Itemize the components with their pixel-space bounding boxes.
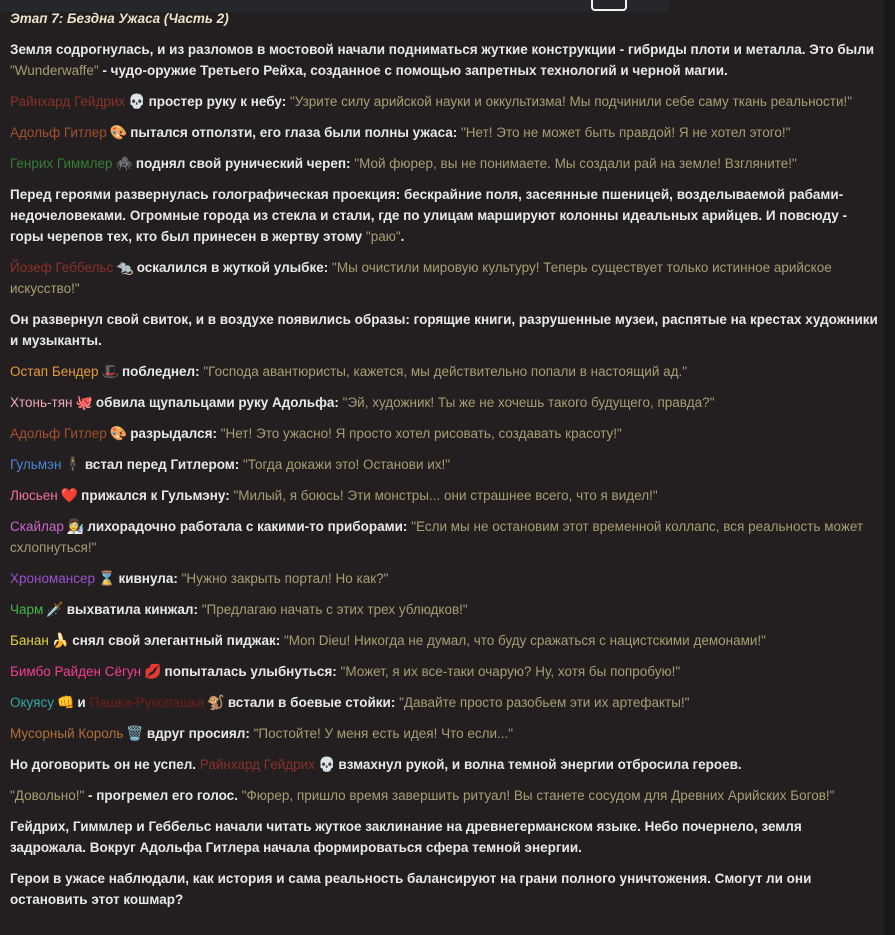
narration-text: вдруг просиял: (146, 726, 254, 741)
quote-text: "Если мы не остановим этот временной коллапс, вся реальность может схлопнуться!" (10, 519, 864, 555)
narration-text: - прогремел его голос. (84, 788, 242, 803)
hourglass-emoji: ⌛ (98, 570, 116, 586)
narration-text: прижался к Гульмэну: (81, 488, 234, 503)
character-name: Чарм (10, 602, 44, 617)
story-paragraph (10, 361, 878, 382)
man-in-suit-emoji: 🕴️ (64, 456, 82, 472)
story-paragraph (10, 392, 878, 413)
quote-text: "Нужно закрыть портал! Но как?" (181, 571, 389, 586)
narration-text: Герои в ужасе наблюдали, как история и сама реальность балансируют на грани полного уничтожения. Смогут ли они остановить этот кошмар? (10, 871, 812, 907)
character-name: Райнхард Гейдрих (10, 94, 126, 109)
quote-text: "Мой фюрер, вы не понимаете. Мы создали рай на земле! Взгляните!" (354, 156, 797, 171)
story-paragraph (10, 309, 878, 351)
fist-emoji: 👊 (56, 694, 75, 710)
character-name: Йозеф Геббельс (10, 260, 114, 275)
stage-title: Этап 7: Бездна Ужаса (Часть 2) (10, 11, 229, 26)
top-hat-emoji: 🎩 (101, 363, 120, 379)
quote-text: "Постойте! У меня есть идея! Что если..." (253, 726, 514, 741)
narration-text: пытался отползти, его глаза были полны ужаса: (130, 125, 461, 140)
skull-emoji: 💀 (128, 93, 146, 109)
skull-emoji: 💀 (317, 756, 336, 772)
narration-text: встал перед Гитлером: (84, 457, 244, 472)
quote-text: "Mon Dieu! Никогда не думал, что буду сражаться с нацистскими демонами!" (283, 633, 766, 648)
story-paragraph (10, 785, 878, 806)
monkey-emoji: 🐒 (207, 694, 225, 710)
story-paragraph (10, 184, 878, 247)
story-paragraph (10, 630, 878, 651)
story-paragraph (10, 257, 878, 299)
rat-emoji: 🐀 (116, 259, 134, 275)
scrollbar-track[interactable] (884, 0, 895, 935)
quote-text: "Нет! Это ужасно! Я просто хотел рисовать, создавать красоту!" (220, 426, 622, 441)
quote-text: "Может, я их все-таки очарую? Ну, хотя бы попробую!" (340, 664, 681, 679)
quote-text: "Милый, я боюсь! Эти монстры... они страшнее всего, что я видел!" (233, 488, 658, 503)
palette-emoji: 🎨 (109, 124, 128, 140)
narration-text: лихорадочно работала с какими-то приборами: (87, 519, 412, 534)
story-paragraph (10, 754, 878, 775)
narration-text: . (400, 229, 405, 244)
quote-text: "Тогда докажи это! Останови их!" (243, 457, 451, 472)
character-name: Остап Бендер (10, 364, 99, 379)
quote-text: "Предлагаю начать с этих трех ублюдков!" (201, 602, 468, 617)
story-paragraph (10, 816, 878, 858)
narration-text: разрыдался: (130, 426, 221, 441)
story-paragraph (10, 122, 878, 143)
spider-emoji: 🕷️ (115, 155, 133, 171)
character-name: Гульмэн (10, 457, 62, 472)
character-name: Райнхард Гейдрих (199, 757, 315, 772)
story-paragraph (10, 153, 878, 174)
quote-text: "Нет! Это не может быть правдой! Я не хотел этого!" (461, 125, 791, 140)
story-paragraph (10, 868, 878, 910)
palette-emoji: 🎨 (109, 425, 128, 441)
character-name: Адольф Гитлер (10, 125, 107, 140)
character-name: Генрих Гиммлер (10, 156, 113, 171)
story-paragraph (10, 661, 878, 682)
narration-text: Гейдрих, Гиммлер и Геббельс начали читать жуткое заклинание на древнегерманском языке. Небо почернело, земля задрожала. Вокруг Адольфа Гитлера начала формироваться сфера темной энергии. (10, 819, 802, 855)
story-paragraph (10, 516, 878, 558)
narration-text: снял свой элегантный пиджак: (72, 633, 284, 648)
character-name: Люсьен (10, 488, 58, 503)
character-name: Бимбо Райден Сёгун (10, 664, 142, 679)
quote-text: "Довольно!" (10, 788, 85, 803)
story-paragraph (10, 423, 878, 444)
kiss-lips-emoji: 💋 (144, 663, 162, 679)
dagger-emoji: 🗡️ (46, 601, 64, 617)
narration-text: попыталась улыбнуться: (164, 664, 341, 679)
narration-text: поднял свой рунический череп: (135, 156, 355, 171)
woman-scientist-emoji: 👩‍🔬 (66, 518, 85, 534)
wastebasket-emoji: 🗑️ (126, 725, 144, 741)
quote-text: "Мы очистили мировую культуру! Теперь существует только истинное арийское искусство!" (10, 260, 832, 296)
narration-text: взмахнул рукой, и волна темной энергии отбросила героев. (338, 757, 742, 772)
narration-text: кивнула: (118, 571, 182, 586)
story-paragraph (10, 91, 878, 112)
character-name: Окуясу (10, 695, 54, 710)
story-paragraph (10, 723, 878, 744)
quote-text: "Фюрер, пришло время завершить ритуал! Вы станете сосудом для Древних Арийских Богов!" (241, 788, 835, 803)
narration-text: побледнел: (122, 364, 204, 379)
story-paragraph (10, 599, 878, 620)
quote-text: "Давайте просто разобьем эти их артефакты!" (399, 695, 690, 710)
quote-text: "Эй, художник! Ты же не хочешь такого будущего, правда?" (342, 395, 715, 410)
story-paragraph (10, 454, 878, 475)
octopus-emoji: 🐙 (75, 394, 93, 410)
character-name: Пашка-Рукопашка (89, 695, 205, 710)
story-paragraph (10, 39, 878, 81)
narration-text: Земля содрогнулась, и из разломов в мостовой начали подниматься жуткие конструкции - гибриды плоти и металла. Это были (10, 42, 875, 57)
character-name: Адольф Гитлер (10, 426, 107, 441)
character-name: Хрономансер (10, 571, 95, 586)
quote-text: "раю" (365, 229, 401, 244)
quote-text: "Wunderwaffe" (10, 63, 99, 78)
quote-text: "Узрите силу арийской науки и оккультизма! Мы подчинили себе саму ткань реальности!" (290, 94, 853, 109)
narration-text: - чудо-оружие Третьего Рейха, созданное с помощью запретных технологий и черной магии. (98, 63, 728, 78)
banana-emoji: 🍌 (51, 632, 70, 648)
narration-text: оскалился в жуткой улыбке: (136, 260, 333, 275)
quote-text: "Господа авантюристы, кажется, мы действительно попали в настоящий ад." (203, 364, 688, 379)
narration-text: встали в боевые стойки: (227, 695, 400, 710)
story-paragraph (10, 568, 878, 589)
narration-text: обвила щупальцами руку Адольфа: (95, 395, 343, 410)
narration-text: простер руку к небу: (148, 94, 290, 109)
story-paragraph (10, 485, 878, 506)
chat-message (10, 4, 878, 920)
narration-text: выхватила кинжал: (66, 602, 202, 617)
character-name: Хтонь-тян (10, 395, 73, 410)
narration-text: Он развернул свой свиток, и в воздухе появились образы: горящие книги, разрушенные музеи, распятые на крестах художники и музыканты. (10, 312, 878, 348)
narration-text: и (77, 695, 90, 710)
story-paragraphs (10, 39, 878, 910)
heart-emoji: ❤️ (60, 487, 79, 503)
character-name: Скайлар (10, 519, 64, 534)
character-name: Мусорный Король (10, 726, 124, 741)
character-name: Банан (10, 633, 49, 648)
narration-text: Перед героями развернулась голографическая проекция: бескрайние поля, засеянные пшеницей, возделываемой рабами-недочеловеками. Огромные города из стекла и стали, где по улицам маршируют колонны идеальных арийцев. И повсюду - горы черепов тех, кто был принесен в жертву этому (10, 187, 848, 244)
story-paragraph (10, 692, 878, 713)
narration-text: Но договорить он не успел. (10, 757, 200, 772)
